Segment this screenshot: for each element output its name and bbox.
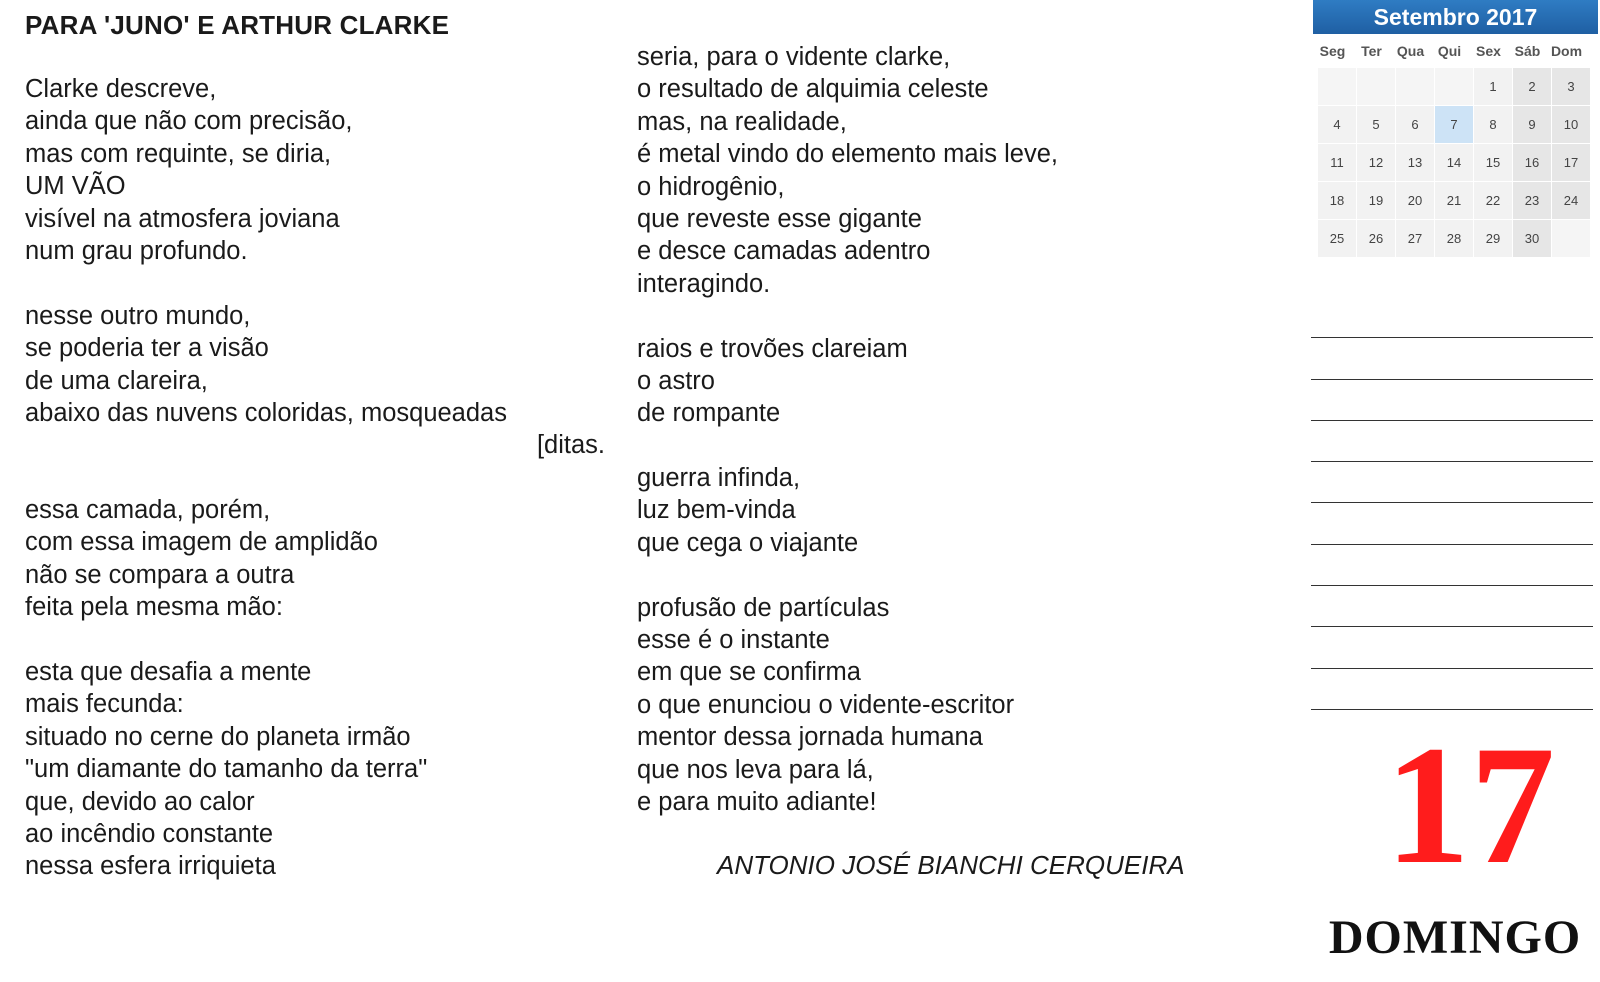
calendar-day-cell: 27	[1396, 220, 1434, 257]
poem-line	[25, 462, 605, 494]
calendar-day-cell: 26	[1357, 220, 1395, 257]
poem-line: em que se confirma	[637, 658, 861, 687]
calendar-day-cell: 29	[1474, 220, 1512, 257]
calendar-day-cell: 23	[1513, 182, 1551, 219]
calendar-weekday: Ter	[1361, 43, 1382, 59]
poem-line	[25, 624, 605, 656]
calendar-day-cell: 15	[1474, 144, 1512, 181]
poem-line: profusão de partículas	[637, 593, 890, 622]
calendar-day-cell: 24	[1552, 182, 1590, 219]
calendar-day-cell	[1435, 68, 1473, 105]
poem-line: nesse outro mundo,	[25, 301, 251, 330]
note-line	[1311, 380, 1593, 421]
poem-author: ANTONIO JOSÉ BIANCHI CERQUEIRA	[717, 850, 1185, 880]
note-line	[1311, 669, 1593, 710]
poem-line: o hidrogênio,	[637, 172, 785, 201]
poem-line: visível na atmosfera joviana	[25, 204, 340, 233]
calendar-day-cell: 16	[1513, 144, 1551, 181]
calendar-day-cell: 20	[1396, 182, 1434, 219]
poem-line: é metal vindo do elemento mais leve,	[637, 140, 1058, 169]
calendar-day-cell: 14	[1435, 144, 1473, 181]
poem-line: e para muito adiante!	[637, 787, 877, 816]
poem-left-column	[25, 73, 605, 883]
note-line	[1311, 586, 1593, 627]
calendar-day-cell: 17	[1552, 144, 1590, 181]
poem-line	[637, 559, 1257, 591]
calendar-day-cell: 22	[1474, 182, 1512, 219]
note-line	[1311, 627, 1593, 668]
note-line	[1311, 338, 1593, 379]
poem-line: guerra infinda,	[637, 464, 801, 493]
poem-line: seria, para o vidente clarke,	[637, 43, 951, 71]
calendar-day-cell: 30	[1513, 220, 1551, 257]
poem-line: que nos leva para lá,	[637, 755, 874, 784]
poem-line: esta que desafia a mente	[25, 658, 312, 687]
calendar-weekday: Sex	[1476, 43, 1501, 59]
poem-line: [ditas.	[536, 431, 605, 460]
poem-line: se poderia ter a visão	[25, 334, 269, 363]
poem-line: essa camada, porém,	[25, 496, 271, 525]
calendar-weekday-row	[1313, 34, 1598, 68]
calendar-day-cell: 19	[1357, 182, 1395, 219]
poem-line: o que enunciou o vidente-escritor	[637, 690, 1015, 719]
calendar-weekday: Dom	[1550, 43, 1583, 59]
note-line	[1311, 503, 1593, 544]
month-calendar	[1313, 0, 1598, 265]
calendar-day-cell: 8	[1474, 106, 1512, 143]
calendar-day-cell: 4	[1318, 106, 1356, 143]
calendar-day-cell: 25	[1318, 220, 1356, 257]
weekday-label: DOMINGO	[1328, 911, 1582, 964]
poem-line: não se compara a outra	[25, 560, 295, 589]
poem-line	[637, 300, 1257, 332]
poem-line: que cega o viajante	[637, 528, 859, 557]
calendar-day-cell: 11	[1318, 144, 1356, 181]
poem-line: nessa esfera irriquieta	[25, 852, 276, 881]
calendar-day-cell	[1396, 68, 1434, 105]
note-line	[1311, 297, 1593, 338]
poem-line	[25, 267, 605, 299]
poem-line: o astro	[637, 366, 715, 395]
note-line	[1311, 545, 1593, 586]
poem-line: situado no cerne do planeta irmão	[25, 722, 411, 751]
calendar-day-cell: 3	[1552, 68, 1590, 105]
poem-line	[637, 430, 1257, 462]
day-number: 17	[1385, 711, 1555, 899]
calendar-day-cell: 7	[1435, 106, 1473, 143]
calendar-weekday: Qua	[1396, 43, 1425, 59]
calendar-day-cell	[1357, 68, 1395, 105]
poem-line: ao incêndio constante	[25, 819, 274, 848]
calendar-day-cell: 18	[1318, 182, 1356, 219]
poem-line: e desce camadas adentro	[637, 237, 931, 266]
poem-line: raios e trovões clareiam	[637, 334, 908, 363]
poem-line: que reveste esse gigante	[637, 204, 922, 233]
poem-line: num grau profundo.	[25, 236, 248, 265]
calendar-day-cell: 1	[1474, 68, 1512, 105]
poem-line: UM VÃO	[25, 172, 126, 201]
calendar-day-cell: 5	[1357, 106, 1395, 143]
poem-line: ainda que não com precisão,	[25, 107, 353, 136]
note-line	[1311, 421, 1593, 462]
calendar-day-cell	[1318, 68, 1356, 105]
calendar-day-cell: 12	[1357, 144, 1395, 181]
calendar-day-cell: 2	[1513, 68, 1551, 105]
poem-line: de rompante	[637, 399, 781, 428]
poem-title: PARA 'JUNO' E ARTHUR CLARKE	[25, 10, 450, 40]
calendar-weekday: Seg	[1319, 43, 1346, 59]
poem-line: que, devido ao calor	[25, 787, 255, 816]
calendar-header: Setembro 2017	[1313, 0, 1598, 34]
poem-line: feita pela mesma mão:	[25, 593, 283, 622]
poem-line: de uma clareira,	[25, 366, 208, 395]
calendar-day-cell	[1552, 220, 1590, 257]
calendar-grid	[1318, 68, 1598, 257]
calendar-day-cell: 9	[1513, 106, 1551, 143]
poem-line: abaixo das nuvens coloridas, mosqueadas	[25, 398, 507, 427]
poem-line: "um diamante do tamanho da terra"	[25, 755, 428, 784]
calendar-day-cell: 10	[1552, 106, 1590, 143]
calendar-day-cell: 13	[1396, 144, 1434, 181]
poem-line: mas com requinte, se diria,	[25, 139, 332, 168]
poem-line: luz bem-vinda	[637, 496, 796, 525]
poem-line: Clarke descreve,	[25, 75, 217, 103]
poem-line: mais fecunda:	[25, 690, 184, 719]
calendar-day-cell: 6	[1396, 106, 1434, 143]
calendar-weekday: Qui	[1437, 43, 1462, 59]
calendar-day-cell: 21	[1435, 182, 1473, 219]
note-lines	[1311, 297, 1593, 710]
note-line	[1311, 462, 1593, 503]
poem-line: o resultado de alquimia celeste	[637, 75, 989, 104]
poem-line: com essa imagem de amplidão	[25, 528, 378, 557]
poem-line: interagindo.	[637, 269, 771, 298]
poem-line: mas, na realidade,	[637, 107, 847, 136]
poem-right-column	[637, 41, 1257, 818]
poem-line: esse é o instante	[637, 626, 830, 655]
calendar-weekday: Sáb	[1514, 43, 1541, 59]
calendar-day-cell: 28	[1435, 220, 1473, 257]
poem-line: mentor dessa jornada humana	[637, 723, 983, 752]
